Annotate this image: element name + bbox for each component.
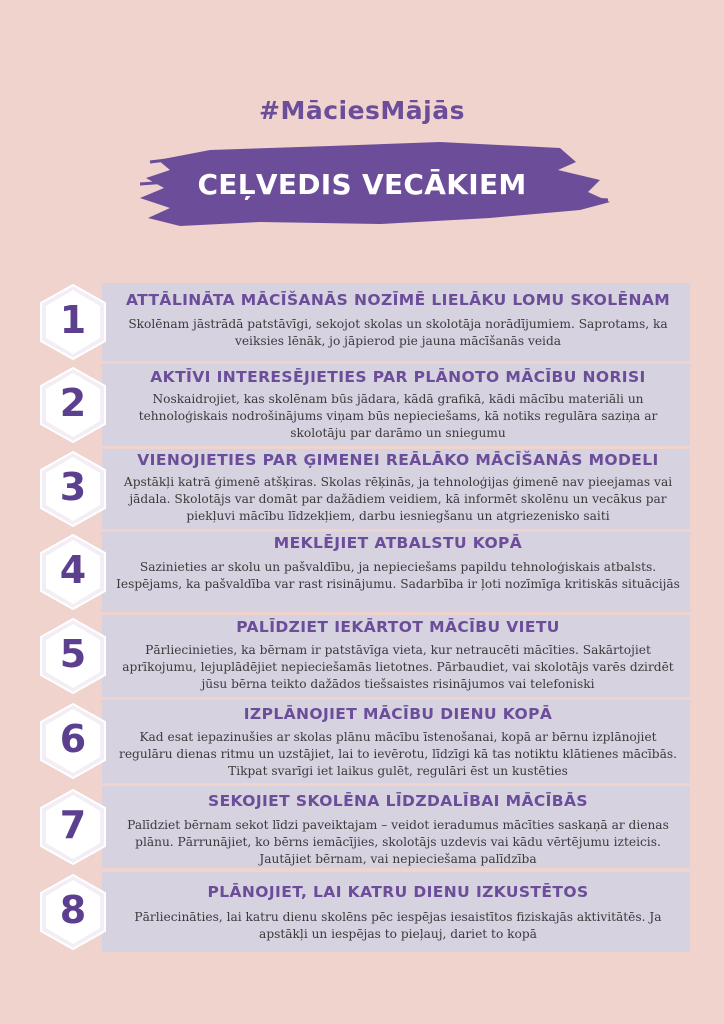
step-8 [40,872,690,952]
step-body: Sazinieties ar skolu un pašvaldību, ja nepieciešams papildu tehnoloģiskais atbalsts. Iespējams, ka pašvaldība var rast risinājumu. Sadarbība ir ļoti nozīmīga kritiskās situācijās [116,560,680,591]
step-number: 7 [59,803,87,847]
step-heading: PALĪDZIET IEKĀRTOT MĀCĪBU VIETU [236,618,560,636]
step-heading: MEKLĒJIET ATBALSTU KOPĀ [273,534,523,552]
step-number: 1 [59,298,87,342]
step-5 [40,615,690,697]
step-body: Pārliecinieties, ka bērnam ir patstāvīga vieta, kur netraucēti mācīties. Sakārtojiet aprīkojumu, lejuplādējiet nepieciešamās lietotnes. Pārbaudiet, vai skolotājs varēs dzirdēt jūsu bērna teikto dažādos tiešsaistes risinājumos vai telefoniski [122,643,674,691]
step-number: 3 [59,465,87,509]
step-heading: VIENOJIETIES PAR ĢIMENEI REĀLĀKO MĀCĪŠANĀS MODELI [137,451,659,469]
step-heading: IZPLĀNOJIET MĀCĪBU DIENU KOPĀ [243,705,553,723]
step-number: 8 [59,888,87,932]
step-3 [40,449,690,529]
step-heading: PLĀNOJIET, LAI KATRU DIENU IZKUSTĒTOS [207,883,589,901]
step-7 [40,786,690,868]
step-body: Apstākļi katrā ģimenē atšķiras. Skolas rēķinās, ja tehnoloģijas ģimenē nav pieejamas vai jādala. Skolotājs var domāt par dažādiem veidiem, kā informēt skolēnu un vecākus par piekļuvi mācību līdzekļiem, darbu iesniegšanu un atgriezenisko saiti [123,475,673,523]
step-body: Noskaidrojiet, kas skolēnam būs jādara, kādā grafikā, kādi mācību materiāli un tehnoloģiskais nodrošinājums viņam būs nepieciešams, kā notiks regulāra saziņa ar skolotāju par darāmo un sniegumu [138,392,658,440]
step-6 [40,700,690,783]
step-number: 4 [59,548,87,592]
step-heading: AKTĪVI INTERESĒJIETIES PAR PLĀNOTO MĀCĪBU NORISI [150,368,646,386]
step-body: Palīdziet bērnam sekot līdzi paveiktajam – veidot ieradumus mācīties saskaņā ar dienas plānu. Pārrunājiet, ko bērns iemācījies, skolotājs uzdevis vai kādu vērtējumu izteicis. Jautājiet bērnam, vai nepieciešama palīdzība [127,818,669,866]
step-body: Kad esat iepazinušies ar skolas plānu mācību īstenošanai, kopā ar bērnu izplānojiet regulāru dienas ritmu un uzstājiet, lai to ievērotu, līdzīgi kā tas notiktu klātienes mācībās. Tikpat svarīgi iet laikus gulēt, regulāri ēst un kustēties [119,730,677,778]
step-heading: ATTĀLINĀTA MĀCĪŠANĀS NOZĪMĒ LIELĀKU LOMU SKOLĒNAM [125,291,671,309]
step-number: 5 [59,632,87,676]
step-number: 2 [59,381,87,425]
step-2 [40,364,690,446]
step-number: 6 [59,717,87,761]
step-heading: SEKOJIET SKOLĒNA LĪDZDALĪBAI MĀCĪBĀS [208,792,588,810]
hashtag-title: #MāciesMājās [259,96,465,125]
step-4 [40,532,690,612]
page-title: CEĻVEDIS VECĀKIEM [197,168,527,201]
step-body: Skolēnam jāstrādā patstāvīgi, sekojot skolas un skolotāja norādījumiem. Saprotams, ka veiksies lēnāk, jo jāpierod pie jauna mācīšanās veida [128,317,668,348]
step-body: Pārliecināties, lai katru dienu skolēns pēc iespējas iesaistītos fiziskajās aktivitātēs. Ja apstākļi un iespējas to pieļauj, dariet to kopā [134,910,662,941]
step-1 [40,283,690,361]
